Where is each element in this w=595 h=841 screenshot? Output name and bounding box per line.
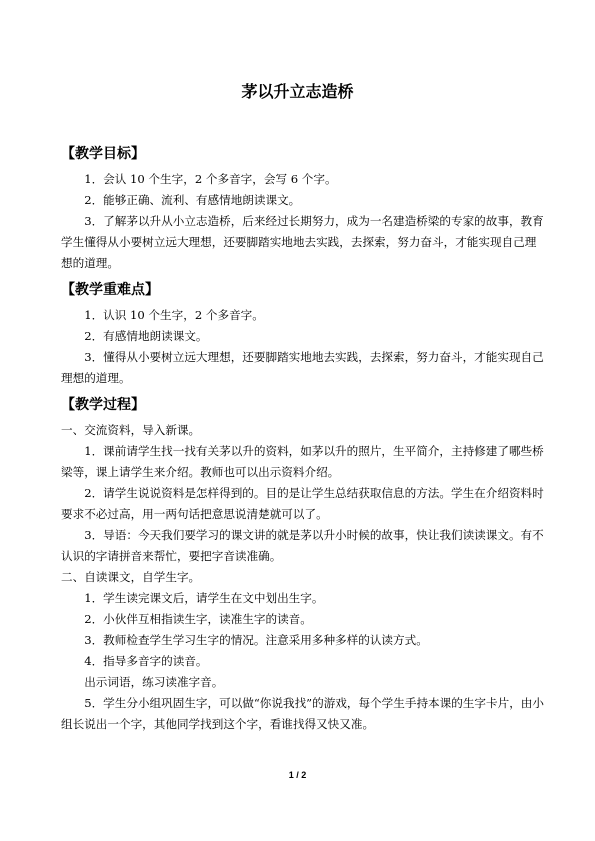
page-title: 茅以升立志造桥: [241, 82, 354, 101]
keypoint-item-2: 2．有感情地朗读课文。: [84, 329, 208, 343]
section-heading-process: 【教学过程】: [61, 397, 145, 413]
process-step-heading-1: 一、交流资料，导入新课。: [61, 423, 201, 437]
section-heading-keypoints: 【教学重难点】: [61, 282, 159, 298]
process-step-heading-2: 二、自读课文，自学生字。: [61, 570, 201, 584]
process-item: 5．学生分小组巩固生字，可以做“你说我找”的游戏，每个学生手持本课的生字卡片，由小组长说出一个字，其他同学找到这个字，看谁找得又快又准。: [61, 696, 544, 731]
goal-item-3: 3．了解茅以升从小立志造桥，后来经过长期努力，成为一名建造桥梁的专家的故事，教育学生懂得从小要树立远大理想，还要脚踏实地地去实践，去探索，努力奋斗，才能实现自己理想的道理。: [61, 214, 544, 270]
keypoint-item-3: 3．懂得从小要树立远大理想，还要脚踏实地地去实践，去探索，努力奋斗，才能实现自己理想的道理。: [61, 350, 544, 385]
section-heading-goals: 【教学目标】: [61, 146, 145, 162]
goal-item-1: 1．会认 10 个生字，2 个多音字，会写 6 个字。: [84, 172, 337, 186]
process-item: 4．指导多音字的读音。: [84, 654, 208, 668]
document-body: [61, 138, 547, 735]
process-item: 3．教师检查学生学习生字的情况。注意采用多种多样的认读方式。: [84, 633, 428, 647]
keypoint-item-1: 1．认识 10 个生字，2 个多音字。: [84, 308, 264, 322]
process-item: 2．小伙伴互相指读生字，读准生字的读音。: [84, 612, 312, 626]
process-item: 1．课前请学生找一找有关茅以升的资料，如茅以升的照片，生平简介，主持修建了哪些桥梁等，课上请学生来介绍。教师也可以出示资料介绍。: [61, 444, 544, 479]
process-item: 3．导语：今天我们要学习的课文讲的就是茅以升小时候的故事，快让我们读读课文。有不认识的字请拼音来帮忙，要把字音读准确。: [61, 528, 544, 563]
page-number: 1 / 2: [288, 770, 307, 780]
process-item: 2．请学生说说资料是怎样得到的。目的是让学生总结获取信息的方法。学生在介绍资料时要求不必过高，用一两句话把意思说清楚就可以了。: [61, 486, 544, 521]
goal-item-2: 2．能够正确、流利、有感情地朗读课文。: [84, 193, 301, 207]
process-item: 1．学生读完课文后，请学生在文中划出生字。: [84, 591, 324, 605]
process-item: 出示词语，练习读准字音。: [84, 675, 224, 689]
